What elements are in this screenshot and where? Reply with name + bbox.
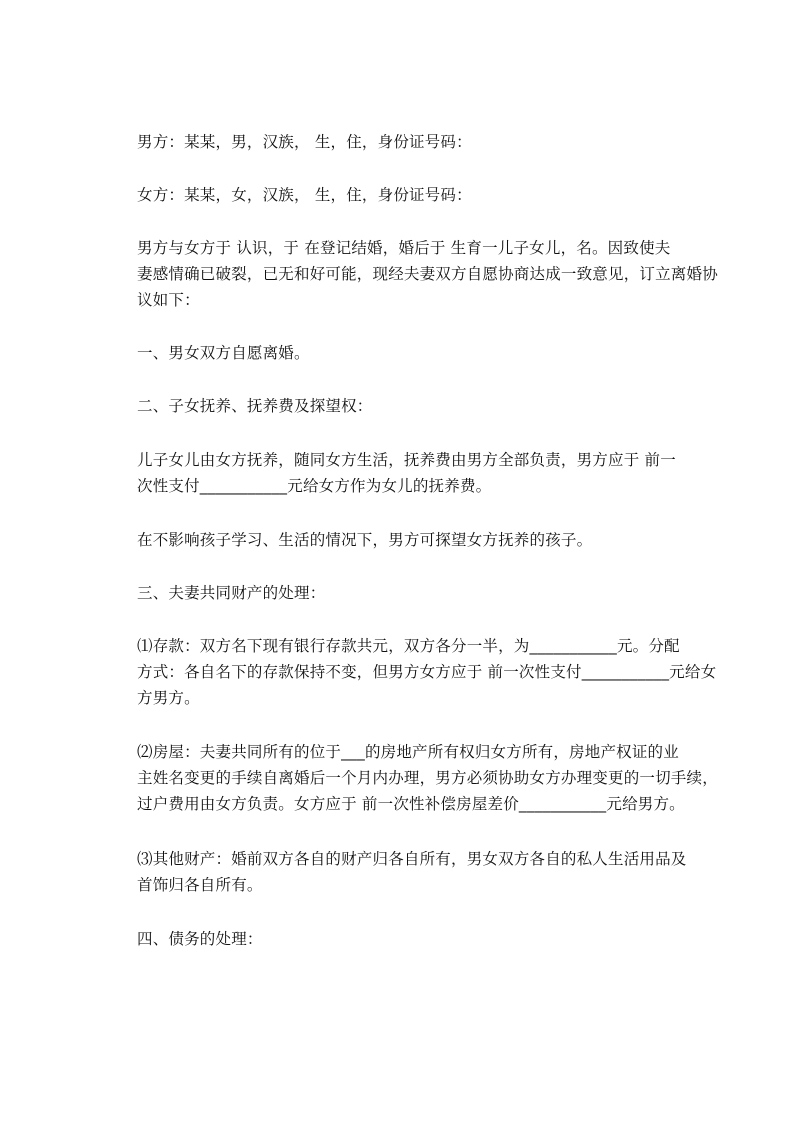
text-line: 次性支付___________元给女方作为女儿的抚养费。 — [137, 477, 492, 495]
paragraph-intro — [137, 235, 718, 313]
text-line: ⑴存款：双方名下现有银行存款共元，双方各分一半，为___________元。分配 — [137, 637, 680, 655]
text-line: 儿子女儿由女方抚养，随同女方生活，抚养费由男方全部负责，男方应于 前一 — [137, 451, 676, 469]
text-line: 方男方。 — [137, 689, 200, 707]
paragraph-clause-3 — [137, 580, 702, 606]
text-line: 主姓名变更的手续自离婚后一个月内办理，男方必须协助女方办理变更的一切手续， — [137, 769, 718, 787]
text-line: 方式：各自名下的存款保持不变，但男方女方应于 前一次性支付___________元给女 — [137, 663, 717, 681]
text-line: 一、男女双方自愿离婚。 — [137, 344, 310, 362]
paragraph-clause-1 — [137, 340, 702, 366]
text-line: 男方与女方于 认识，于 在登记结婚，婚后于 生育一儿子女儿，名。因致使夫 — [137, 239, 671, 257]
paragraph-clause-4 — [137, 926, 702, 952]
text-line: 议如下： — [137, 291, 200, 309]
text-line: 首饰归各自所有。 — [137, 876, 263, 894]
text-line: 二、子女抚养、抚养费及探望权： — [137, 397, 373, 415]
text-line: 女方：某某，女，汉族， 生，住，身份证号码： — [137, 186, 472, 204]
paragraph-house — [137, 739, 718, 817]
paragraph-visitation — [137, 527, 702, 553]
text-line: 男方：某某，男，汉族， 生，住，身份证号码： — [137, 133, 472, 151]
text-line: 妻感情确已破裂，已无和好可能，现经夫妻双方自愿协商达成一致意见，订立离婚协 — [137, 265, 718, 283]
text-line: 三、夫妻共同财产的处理： — [137, 584, 326, 602]
paragraph-clause-2 — [137, 393, 702, 419]
text-line: 四、债务的处理： — [137, 930, 263, 948]
paragraph-male-party — [137, 129, 702, 155]
paragraph-female-party — [137, 182, 702, 208]
text-line: ⑵房屋：夫妻共同所有的位于___的房地产所有权归女方所有，房地产权证的业 — [137, 743, 679, 761]
paragraph-custody — [137, 447, 702, 499]
paragraph-deposits — [137, 633, 717, 711]
text-line: 过户费用由女方负责。女方应于 前一次性补偿房屋差价___________元给男方。 — [137, 795, 685, 813]
paragraph-other-property — [137, 846, 702, 898]
text-line: 在不影响孩子学习、生活的情况下，男方可探望女方抚养的孩子。 — [137, 531, 593, 549]
text-line: ⑶其他财产：婚前双方各自的财产归各自所有，男女双方各自的私人生活用品及 — [137, 850, 687, 868]
